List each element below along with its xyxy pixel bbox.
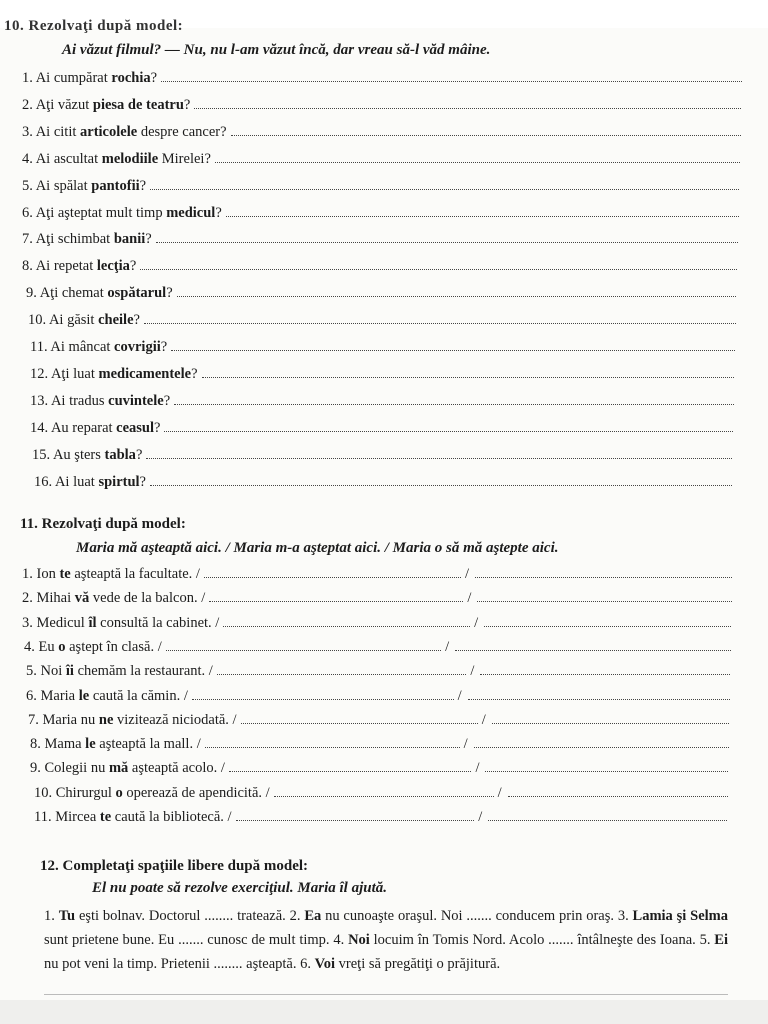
paragraph-text: eşti bolnav. Doctorul ........ tratează. 2. [75, 908, 305, 924]
bottom-rule [44, 994, 728, 995]
answer-blank [455, 650, 730, 651]
sentence-tail: aştept în clasă. / [65, 638, 162, 655]
answer-blank [171, 350, 735, 351]
question-lead: Ai cumpărat [35, 70, 112, 86]
question-keyword: cuvintele [108, 392, 164, 409]
question-lead: Aţi schimbat [35, 231, 114, 248]
question-keyword: ospătarul [107, 285, 167, 302]
question-lead: Ai repetat [35, 258, 97, 275]
sentence-text [26, 688, 188, 705]
question-keyword: ceasul [116, 419, 155, 436]
answer-blank [236, 820, 475, 821]
question-keyword: tabla [104, 446, 136, 463]
exercise-row [22, 231, 740, 248]
exercise-row [24, 639, 733, 656]
exercise-row [22, 151, 742, 168]
slash-separator: / [467, 590, 472, 607]
exercise-row [22, 178, 741, 195]
pronoun-keyword: îl [88, 614, 97, 631]
answer-blank [274, 796, 494, 797]
answer-blank [480, 674, 730, 675]
item-number: 7. [28, 711, 39, 728]
slash-separator: / [464, 566, 469, 582]
sentence-lead: Mama [44, 736, 86, 753]
exercise-row [22, 258, 739, 275]
question-text [22, 124, 227, 141]
question-lead: Au şters [52, 446, 105, 463]
cut-off-heading: 10. Rezolvaţi după model: [4, 18, 184, 34]
answer-blank [150, 485, 732, 486]
question-text [30, 393, 170, 410]
sentence-lead: Noi [40, 663, 66, 680]
subject-keyword: Ea [304, 908, 322, 924]
question-keyword: lecţia [96, 258, 130, 275]
answer-blank [161, 81, 742, 82]
answer-blank [204, 577, 461, 578]
question-text [30, 366, 198, 383]
exercise-row [26, 285, 738, 302]
question-text [22, 70, 157, 87]
item-number: 14. [30, 419, 49, 436]
subject-keyword: Ei [714, 932, 728, 948]
exercise-row [22, 124, 743, 141]
item-number: 3. [22, 123, 33, 140]
sentence-tail: consultă la cabinet. / [96, 614, 220, 631]
question-keyword: medicamentele [98, 365, 192, 382]
slash-separator: / [457, 687, 462, 704]
answer-blank [508, 796, 728, 797]
question-keyword: covrigii [114, 339, 161, 355]
answer-blank [209, 601, 463, 602]
sentence-tail: caută la bibliotecă. / [111, 809, 232, 825]
item-number: 6. [22, 204, 33, 221]
question-text [28, 312, 140, 329]
answer-blank [215, 162, 740, 163]
answer-blank [488, 820, 727, 821]
question-tail: ? [129, 258, 137, 275]
sentence-tail: aşteaptă la mall. / [95, 736, 201, 753]
item-number: 1. [22, 566, 33, 582]
exercise-row [28, 712, 731, 729]
question-text [30, 339, 167, 356]
exercise-row [22, 615, 733, 632]
item-number: 8. [30, 736, 41, 753]
sentence-tail: vede de la balcon. / [89, 590, 206, 607]
pronoun-keyword: ne [98, 711, 114, 728]
exercise-row [30, 366, 736, 383]
question-tail: ? [150, 70, 158, 86]
question-tail: ? [163, 392, 171, 409]
sentence-tail: caută la cămin. / [89, 687, 188, 704]
section12-paragraph [44, 904, 728, 976]
answer-blank [226, 216, 739, 217]
pronoun-keyword: mă [108, 760, 129, 777]
exercise-row [22, 97, 743, 114]
sentence-text [22, 615, 219, 632]
item-number: 6. [26, 687, 37, 704]
question-lead: Ai luat [54, 473, 99, 490]
paragraph-text: sunt prietene bune. Eu ....... cunosc de mult timp. 4. [44, 932, 349, 948]
slash-separator: / [475, 760, 480, 777]
question-tail: ? [215, 204, 222, 221]
sentence-lead: Colegii nu [44, 760, 109, 777]
exercise-row [26, 663, 732, 680]
slash-separator: / [497, 784, 502, 801]
slash-separator: / [463, 736, 468, 753]
question-text [22, 258, 136, 275]
item-number: 15. [32, 446, 51, 463]
question-keyword: medicul [166, 204, 216, 221]
exercise-row [22, 566, 734, 583]
question-lead: Ai citit [35, 123, 81, 140]
question-lead: Ai găsit [48, 312, 99, 329]
exercise-row [34, 809, 729, 826]
sentence-text [34, 809, 232, 826]
pronoun-keyword: le [85, 736, 96, 753]
question-text [30, 420, 160, 437]
section12-title: 12. Completaţi spaţiile libere după model: [40, 858, 309, 874]
answer-blank [177, 296, 737, 297]
question-tail: ? [135, 446, 143, 463]
question-lead: Ai tradus [50, 392, 109, 409]
item-number: 11. [34, 809, 52, 825]
answer-blank [164, 431, 732, 432]
question-text [32, 447, 142, 464]
exercise-row [34, 474, 734, 491]
question-tail: ? [166, 285, 173, 302]
exercise-row [22, 205, 741, 222]
item-number: 9. [26, 285, 37, 302]
question-tail: ? [139, 177, 147, 194]
question-keyword: rochia [111, 70, 151, 86]
answer-blank [231, 135, 741, 136]
question-text [22, 205, 222, 222]
sentence-text [26, 663, 213, 680]
question-lead: Au reparat [50, 419, 117, 436]
answer-blank [202, 377, 735, 378]
item-number: 5. [26, 663, 37, 680]
exercise-row [26, 688, 732, 705]
answer-blank [475, 577, 732, 578]
question-lead: Aţi chemat [39, 285, 108, 302]
item-number: 5. [22, 177, 33, 194]
answer-blank [166, 650, 441, 651]
sentence-text [22, 590, 205, 607]
question-text [22, 97, 190, 114]
subject-keyword: Lamia şi Selma [632, 908, 728, 924]
sentence-text [30, 760, 225, 777]
answer-blank [217, 674, 467, 675]
question-tail: ? [154, 419, 161, 436]
item-number: 4. [22, 150, 33, 167]
slash-separator: / [474, 614, 479, 631]
slash-separator: / [445, 638, 450, 655]
sentence-text [22, 566, 200, 583]
question-keyword: pantofii [91, 177, 140, 194]
question-tail: ? [183, 96, 191, 113]
slash-separator: / [470, 663, 475, 680]
sentence-text [28, 712, 237, 729]
pronoun-keyword: îi [65, 663, 74, 680]
answer-blank [156, 242, 738, 243]
item-number: 1. [22, 70, 33, 86]
exercise-row [28, 312, 738, 329]
item-number: 12. [30, 365, 49, 382]
exercise-row [32, 447, 734, 464]
answer-blank [223, 626, 470, 627]
question-text [22, 151, 211, 168]
answer-blank [229, 771, 472, 772]
question-lead: Aţi aşteptat mult timp [35, 204, 167, 221]
item-number: 4. [24, 638, 35, 655]
answer-blank [174, 404, 733, 405]
answer-blank [150, 189, 739, 190]
item-number: 7. [22, 231, 33, 248]
sentence-text [30, 736, 201, 753]
paragraph-text: 1. [44, 908, 59, 924]
item-number: 2. [22, 590, 33, 607]
slash-separator: / [478, 809, 483, 825]
pronoun-keyword: o [115, 784, 123, 801]
item-number: 10. [34, 784, 53, 801]
sentence-tail: chemăm la restaurant. / [73, 663, 213, 680]
item-number: 9. [30, 760, 41, 777]
sentence-lead: Ion [36, 566, 60, 582]
sentence-tail: operează de apendicită. / [122, 784, 270, 801]
item-number: 2. [22, 96, 33, 113]
question-lead: Aţi văzut [35, 96, 93, 113]
question-lead: Ai spălat [35, 177, 92, 194]
exercise-row [22, 70, 744, 87]
pronoun-keyword: le [78, 687, 90, 704]
answer-blank [468, 699, 730, 700]
answer-blank [492, 723, 729, 724]
answer-blank [205, 747, 460, 748]
answer-blank [474, 747, 729, 748]
answer-blank [241, 723, 478, 724]
exercise-row [30, 736, 731, 753]
sentence-lead: Maria nu [42, 711, 99, 728]
sentence-lead: Medicul [36, 614, 89, 631]
question-tail: ? [191, 365, 198, 382]
section10-model: Ai văzut filmul? — Nu, nu l-am văzut încă, dar vreau să-l văd mâine. [62, 42, 491, 58]
item-number: 3. [22, 614, 33, 631]
sentence-lead: Eu [38, 638, 59, 655]
exercise-row [30, 760, 730, 777]
question-tail: Mirelei? [158, 150, 211, 167]
pronoun-keyword: vă [74, 590, 90, 607]
pronoun-keyword: te [59, 566, 71, 582]
question-tail: ? [145, 231, 152, 248]
item-number: 16. [34, 473, 53, 490]
page-bottom-edge [0, 1000, 768, 1024]
question-text [34, 474, 146, 491]
subject-keyword: Noi [348, 932, 370, 948]
answer-blank [146, 458, 732, 459]
question-lead: Ai mâncat [50, 339, 115, 355]
paragraph-text: nu cunoaşte oraşul. Noi ....... conducem prin oraş. 3. [321, 908, 633, 924]
question-lead: Ai ascultat [35, 150, 102, 167]
paragraph-text: nu pot veni la timp. Prietenii ........ aşteaptă. 6. [44, 956, 315, 972]
question-keyword: piesa de teatru [92, 96, 184, 113]
answer-blank [192, 699, 454, 700]
answer-blank [485, 771, 728, 772]
answer-blank [144, 323, 736, 324]
sentence-lead: Maria [40, 687, 79, 704]
exercise-row [30, 393, 736, 410]
pronoun-keyword: o [58, 638, 66, 655]
sentence-text [34, 785, 270, 802]
exercise-row [30, 339, 737, 356]
question-keyword: spirtul [98, 473, 140, 490]
question-lead: Aţi luat [50, 365, 99, 382]
section12-model: El nu poate să rezolve exerciţiul. Maria îl ajută. [92, 880, 388, 896]
question-tail: ? [160, 339, 168, 355]
sentence-lead: Mircea [55, 809, 100, 825]
sentence-lead: Mihai [36, 590, 75, 607]
slash-separator: / [481, 711, 486, 728]
item-number: 10. [28, 312, 47, 329]
answer-blank [484, 626, 731, 627]
sentence-tail: vizitează niciodată. / [113, 711, 237, 728]
answer-blank [194, 108, 741, 109]
question-keyword: articolele [80, 123, 138, 140]
item-number: 11. [30, 339, 48, 355]
exercise-row [34, 785, 730, 802]
question-text [22, 178, 146, 195]
section11-title: 11. Rezolvaţi după model: [20, 516, 186, 532]
question-text [26, 285, 173, 302]
exercise-row [30, 420, 735, 437]
sentence-tail: aşteaptă la facultate. / [70, 566, 200, 582]
question-keyword: melodiile [101, 150, 159, 167]
question-tail: ? [139, 473, 146, 490]
subject-keyword: Tu [58, 908, 76, 924]
subject-keyword: Voi [314, 956, 336, 972]
question-keyword: cheile [98, 312, 134, 329]
sentence-lead: Chirurgul [55, 784, 116, 801]
question-text [22, 231, 152, 248]
paragraph-text: locuim în Tomis Nord. Acolo ....... întâlneşte des Ioana. 5. [369, 932, 715, 948]
exercise-row [22, 590, 734, 607]
sentence-text [24, 639, 162, 656]
section11-model: Maria mă aşteaptă aici. / Maria m-a aşteptat aici. / Maria o să mă aştepte aici. [76, 540, 559, 556]
item-number: 8. [22, 258, 33, 275]
item-number: 13. [30, 392, 49, 409]
question-tail: ? [133, 312, 140, 329]
answer-blank [140, 269, 737, 270]
answer-blank [477, 601, 731, 602]
pronoun-keyword: te [99, 809, 112, 825]
question-keyword: banii [113, 231, 146, 248]
sentence-tail: aşteaptă acolo. / [128, 760, 225, 777]
paragraph-text: vreţi să pregătiţi o prăjitură. [335, 956, 501, 972]
question-tail: despre cancer? [137, 123, 227, 140]
